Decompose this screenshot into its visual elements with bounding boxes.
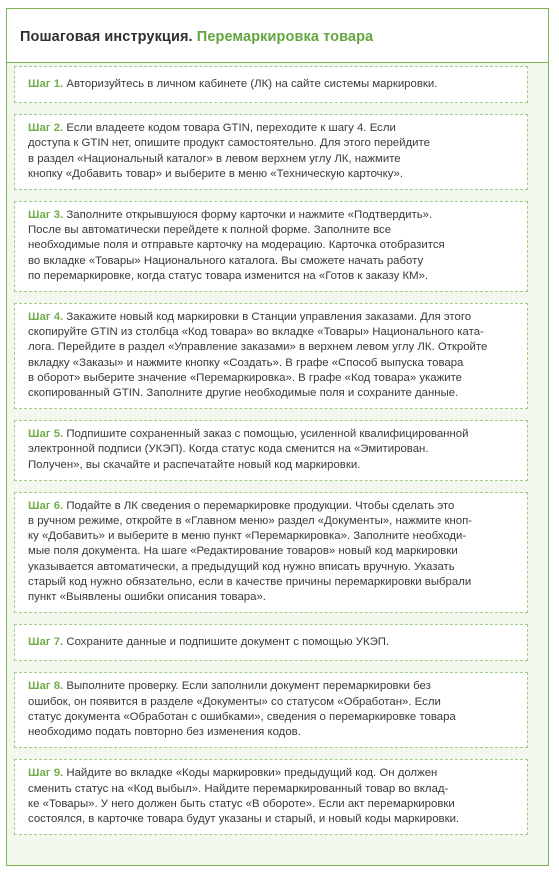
step-line xyxy=(28,208,514,223)
step-label: Шаг 8. xyxy=(28,680,64,693)
step-line xyxy=(28,136,514,151)
step-text: ке «Товары». У него должен быть статус «В обороте». Если акт перемаркировки xyxy=(28,797,455,810)
step-text: Подайте в ЛК сведения о перемаркировке продукции. Чтобы сделать это xyxy=(66,499,455,512)
step-line xyxy=(28,529,514,544)
step-text: доступа к GTIN нет, опишите продукт самостоятельно. Для этого перейдите xyxy=(28,137,430,150)
step-text: Заполните открывшуюся форму карточки и нажмите «Подтвердить». xyxy=(66,209,433,222)
step-label: Шаг 1. xyxy=(28,78,64,90)
step-text: старый код нужно обязательно, если в качестве причины перемаркировки выбрали xyxy=(28,575,472,588)
step-line xyxy=(28,77,514,92)
title-prefix: Пошаговая инструкция. xyxy=(20,29,193,45)
step-text: Сохраните данные и подпишите документ с помощью УКЭП. xyxy=(66,636,390,649)
step-text: ошибок, он появится в разделе «Документы» со статусом «Обработан». Если xyxy=(28,695,441,708)
step-label: Шаг 3. xyxy=(28,209,64,222)
step-line xyxy=(28,782,514,797)
step-line xyxy=(28,427,514,442)
step-line xyxy=(28,340,514,355)
step-line xyxy=(28,310,514,325)
step-text: электронной подписи (УКЭП). Когда статус кода сменится на «Эмитирован. xyxy=(28,443,429,456)
step-8 xyxy=(14,672,528,748)
step-text: Выполните проверку. Если заполнили документ перемаркировки без xyxy=(66,680,431,693)
step-text: в ручном режиме, откройте в «Главном меню» раздел «Документы», нажмите кноп- xyxy=(28,515,473,528)
step-line xyxy=(28,223,514,238)
step-line xyxy=(28,356,514,371)
step-text: лога. Перейдите в раздел «Управление заказами» в верхнем левом углу ЛК. Откройте xyxy=(28,341,488,354)
step-text: необходимо подать повторно без изменения кодов. xyxy=(28,726,301,739)
step-text: состоялся, в карточке товара будут указаны и старый, и новый коды маркировки. xyxy=(28,812,460,825)
step-line xyxy=(28,695,514,710)
step-line xyxy=(28,269,514,284)
step-9 xyxy=(14,759,528,835)
step-line xyxy=(28,812,514,827)
step-text: пункт «Выявлены ошибки описания товара». xyxy=(28,591,266,604)
step-line xyxy=(28,254,514,269)
step-label: Шаг 2. xyxy=(28,122,64,135)
step-line xyxy=(28,386,514,401)
step-text: вкладку «Заказы» и нажмите кнопку «Создать». В графе «Способ выпуска товара xyxy=(28,356,464,369)
step-line xyxy=(28,679,514,694)
step-text: ку «Добавить» и выберите в меню пункт «Перемаркировка». Заполните необходи- xyxy=(28,530,467,543)
step-text: во вкладке «Товары» Национального каталога. Вы сможете начать работу xyxy=(28,254,424,267)
step-line xyxy=(28,238,514,253)
step-text: указывается автоматически, а предыдущий код нужно вписать вручную. Указать xyxy=(28,560,455,573)
step-line xyxy=(28,575,514,590)
step-line xyxy=(28,167,514,182)
step-line xyxy=(28,121,514,136)
step-line xyxy=(28,442,514,457)
step-text: скопированный GTIN. Заполните другие необходимые поля и сохраните данные. xyxy=(28,387,459,400)
step-text: необходимые поля и отправьте карточку на модерацию. Карточка отобразится xyxy=(28,239,445,252)
step-line xyxy=(28,725,514,740)
step-text: После вы автоматически перейдете к полной форме. Заполните все xyxy=(28,224,392,237)
step-text: сменить статус на «Код выбыл». Найдите перемаркированный товар во вклад- xyxy=(28,782,449,795)
step-5 xyxy=(14,420,528,481)
step-7 xyxy=(14,624,528,661)
step-line xyxy=(28,635,514,650)
step-text: кнопку «Добавить товар» и выберите в меню «Техническую карточку». xyxy=(28,167,404,180)
step-6 xyxy=(14,492,528,613)
step-text: в оборот» выберите значение «Перемаркировка». В графе «Код товара» укажите xyxy=(28,371,462,384)
step-line xyxy=(28,152,514,167)
step-line xyxy=(28,544,514,559)
step-line xyxy=(28,766,514,781)
step-line xyxy=(28,560,514,575)
step-line xyxy=(28,371,514,386)
step-line xyxy=(28,499,514,514)
step-text: Подпишите сохраненный заказ с помощью, усиленной квалифицированной xyxy=(66,428,469,441)
step-line xyxy=(28,514,514,529)
title-main: Перемаркировка товара xyxy=(196,29,374,45)
step-line xyxy=(28,590,514,605)
step-3 xyxy=(14,201,528,292)
step-line xyxy=(28,797,514,812)
step-text: Авторизуйтесь в личном кабинете (ЛК) на сайте системы маркировки. xyxy=(66,78,438,90)
step-line xyxy=(28,325,514,340)
step-text: в раздел «Национальный каталог» в левом верхнем углу ЛК, нажмите xyxy=(28,152,401,165)
step-text: скопируйте GTIN из столбца «Код товара» во вкладке «Товары» Национального ката- xyxy=(28,326,484,339)
step-4 xyxy=(14,303,528,409)
step-label: Шаг 5. xyxy=(28,428,64,441)
step-label: Шаг 6. xyxy=(28,499,64,512)
step-text: статус документа «Обработан с ошибками», сведения о перемаркировке товара xyxy=(28,710,456,723)
step-line xyxy=(28,710,514,725)
step-text: Получен», вы скачайте и распечатайте новый код маркировки. xyxy=(28,458,361,471)
step-label: Шаг 9. xyxy=(28,767,64,780)
step-line xyxy=(28,458,514,473)
step-label: Шаг 4. xyxy=(28,311,64,324)
step-text: Найдите во вкладке «Коды маркировки» предыдущий код. Он должен xyxy=(66,767,438,780)
panel-header xyxy=(7,9,548,63)
step-text: по перемаркировке, когда статус товара изменится на «Готов к заказу КМ». xyxy=(28,269,429,282)
step-2 xyxy=(14,114,528,190)
step-label: Шаг 7. xyxy=(28,636,64,649)
step-text: Закажите новый код маркировки в Станции управления заказами. Для этого xyxy=(66,311,472,324)
step-text: Если владеете кодом товара GTIN, переходите к шагу 4. Если xyxy=(66,122,396,135)
step-text: мые поля документа. На шаге «Редактирование товаров» новый код маркировки xyxy=(28,545,458,558)
steps-list xyxy=(14,66,528,846)
step-1 xyxy=(14,66,528,103)
